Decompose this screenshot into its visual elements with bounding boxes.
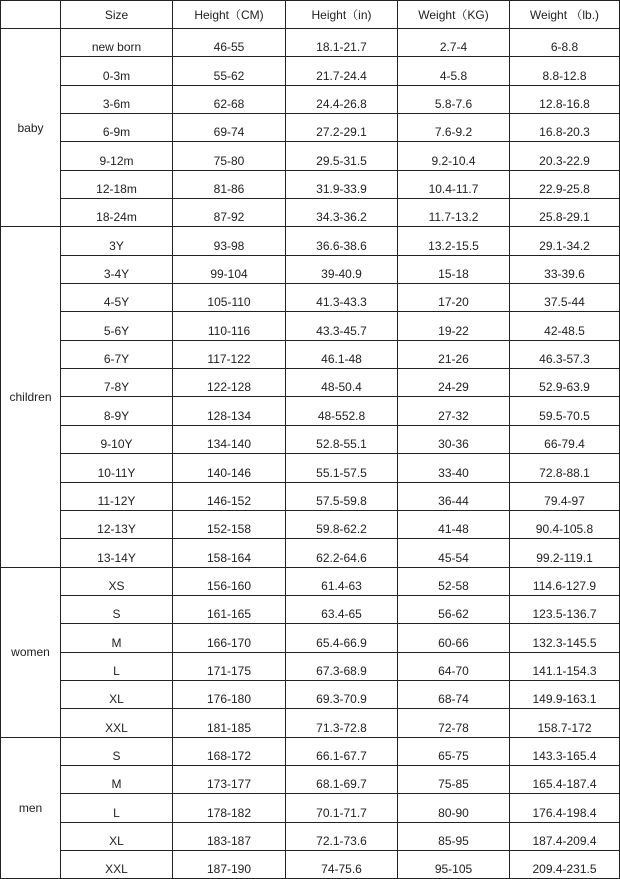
height-in-cell: 29.5-31.5 [286,142,398,170]
height-cm-cell: 105-110 [173,284,286,312]
group-label: women [1,567,61,737]
weight-kg-cell: 17-20 [398,284,510,312]
table-row [1,652,620,680]
height-in-cell: 71.3-72.8 [286,709,398,737]
table-row [1,709,620,737]
weight-lb-cell: 99.2-119.1 [510,539,620,567]
height-cm-cell: 81-86 [173,170,286,198]
height-cm-cell: 69-74 [173,114,286,142]
height-in-cell: 36.6-38.6 [286,227,398,255]
height-cm-cell: 173-177 [173,765,286,793]
weight-kg-cell: 2.7-4 [398,29,510,57]
size-cell: 9-12m [61,142,173,170]
weight-kg-cell: 10.4-11.7 [398,170,510,198]
height-in-cell: 57.5-59.8 [286,482,398,510]
weight-kg-cell: 72-78 [398,709,510,737]
weight-kg-cell: 52-58 [398,567,510,595]
height-in-cell: 74-75.6 [286,850,398,878]
table-row [1,482,620,510]
table-row [1,114,620,142]
height-cm-cell: 158-164 [173,539,286,567]
weight-kg-cell: 27-32 [398,397,510,425]
weight-lb-cell: 8.8-12.8 [510,57,620,85]
weight-lb-cell: 187.4-209.4 [510,822,620,850]
weight-kg-cell: 19-22 [398,312,510,340]
size-cell: S [61,595,173,623]
height-in-cell: 52.8-55.1 [286,425,398,453]
height-cm-cell: 75-80 [173,142,286,170]
height-cm-cell: 168-172 [173,737,286,765]
height-in-cell: 27.2-29.1 [286,114,398,142]
table-row [1,624,620,652]
weight-kg-cell: 21-26 [398,340,510,368]
weight-kg-cell: 45-54 [398,539,510,567]
height-cm-cell: 122-128 [173,369,286,397]
header-height-cm: Height（CM) [173,1,286,29]
height-in-cell: 43.3-45.7 [286,312,398,340]
table-row [1,850,620,878]
table-row [1,199,620,227]
size-cell: 6-9m [61,114,173,142]
table-row [1,142,620,170]
table-row [1,454,620,482]
weight-kg-cell: 5.8-7.6 [398,85,510,113]
weight-lb-cell: 59.5-70.5 [510,397,620,425]
size-cell: 9-10Y [61,425,173,453]
size-cell: 4-5Y [61,284,173,312]
weight-kg-cell: 56-62 [398,595,510,623]
weight-lb-cell: 123.5-136.7 [510,595,620,623]
height-cm-cell: 55-62 [173,57,286,85]
height-cm-cell: 93-98 [173,227,286,255]
header-row [1,1,620,29]
table-row [1,284,620,312]
height-in-cell: 34.3-36.2 [286,199,398,227]
table-row [1,170,620,198]
height-cm-cell: 146-152 [173,482,286,510]
size-cell: 12-18m [61,170,173,198]
size-cell: XXL [61,709,173,737]
weight-lb-cell: 25.8-29.1 [510,199,620,227]
header-size: Size [61,1,173,29]
weight-lb-cell: 16.8-20.3 [510,114,620,142]
size-cell: 3Y [61,227,173,255]
height-cm-cell: 178-182 [173,794,286,822]
size-cell: 6-7Y [61,340,173,368]
table-row [1,680,620,708]
weight-kg-cell: 60-66 [398,624,510,652]
table-row [1,397,620,425]
weight-lb-cell: 72.8-88.1 [510,454,620,482]
table-row [1,85,620,113]
weight-lb-cell: 114.6-127.9 [510,567,620,595]
weight-lb-cell: 20.3-22.9 [510,142,620,170]
group-label: baby [1,29,61,227]
height-in-cell: 24.4-26.8 [286,85,398,113]
weight-kg-cell: 9.2-10.4 [398,142,510,170]
weight-lb-cell: 66-79.4 [510,425,620,453]
height-cm-cell: 117-122 [173,340,286,368]
weight-kg-cell: 15-18 [398,255,510,283]
height-cm-cell: 140-146 [173,454,286,482]
table-row [1,822,620,850]
height-cm-cell: 87-92 [173,199,286,227]
weight-lb-cell: 149.9-163.1 [510,680,620,708]
table-row [1,539,620,567]
size-cell: 13-14Y [61,539,173,567]
size-cell: M [61,765,173,793]
weight-kg-cell: 68-74 [398,680,510,708]
table-row [1,340,620,368]
table-row [1,57,620,85]
weight-lb-cell: 90.4-105.8 [510,510,620,538]
height-cm-cell: 166-170 [173,624,286,652]
weight-kg-cell: 4-5.8 [398,57,510,85]
height-cm-cell: 181-185 [173,709,286,737]
weight-kg-cell: 65-75 [398,737,510,765]
weight-kg-cell: 75-85 [398,765,510,793]
weight-lb-cell: 12.8-16.8 [510,85,620,113]
height-cm-cell: 110-116 [173,312,286,340]
weight-kg-cell: 85-95 [398,822,510,850]
weight-lb-cell: 176.4-198.4 [510,794,620,822]
weight-lb-cell: 79.4-97 [510,482,620,510]
table-row [1,425,620,453]
height-in-cell: 67.3-68.9 [286,652,398,680]
weight-lb-cell: 6-8.8 [510,29,620,57]
weight-lb-cell: 209.4-231.5 [510,850,620,878]
size-cell: 18-24m [61,199,173,227]
size-cell: 10-11Y [61,454,173,482]
table-row [1,765,620,793]
weight-kg-cell: 24-29 [398,369,510,397]
weight-lb-cell: 42-48.5 [510,312,620,340]
height-cm-cell: 161-165 [173,595,286,623]
weight-kg-cell: 13.2-15.5 [398,227,510,255]
header-weight-lb: Weight （lb.) [510,1,620,29]
weight-kg-cell: 80-90 [398,794,510,822]
height-cm-cell: 62-68 [173,85,286,113]
height-in-cell: 48-552.8 [286,397,398,425]
height-cm-cell: 46-55 [173,29,286,57]
size-cell: XXL [61,850,173,878]
height-cm-cell: 183-187 [173,822,286,850]
header-weight-kg: Weight（KG) [398,1,510,29]
weight-lb-cell: 158.7-172 [510,709,620,737]
weight-lb-cell: 143.3-165.4 [510,737,620,765]
size-cell: L [61,794,173,822]
size-cell: XL [61,680,173,708]
weight-kg-cell: 30-36 [398,425,510,453]
size-cell: 11-12Y [61,482,173,510]
height-in-cell: 72.1-73.6 [286,822,398,850]
weight-lb-cell: 52.9-63.9 [510,369,620,397]
height-in-cell: 18.1-21.7 [286,29,398,57]
height-in-cell: 63.4-65 [286,595,398,623]
size-cell: XS [61,567,173,595]
size-cell: 5-6Y [61,312,173,340]
height-cm-cell: 134-140 [173,425,286,453]
height-cm-cell: 152-158 [173,510,286,538]
height-in-cell: 59.8-62.2 [286,510,398,538]
height-cm-cell: 176-180 [173,680,286,708]
size-cell: 0-3m [61,57,173,85]
height-cm-cell: 171-175 [173,652,286,680]
group-label: children [1,227,61,567]
weight-lb-cell: 165.4-187.4 [510,765,620,793]
weight-lb-cell: 33-39.6 [510,255,620,283]
table-row [1,312,620,340]
weight-lb-cell: 29.1-34.2 [510,227,620,255]
table-row [1,794,620,822]
table-row [1,510,620,538]
table-body [1,29,620,879]
height-in-cell: 61.4-63 [286,567,398,595]
height-in-cell: 66.1-67.7 [286,737,398,765]
height-in-cell: 65.4-66.9 [286,624,398,652]
table-row [1,255,620,283]
weight-lb-cell: 132.3-145.5 [510,624,620,652]
table-row [1,595,620,623]
height-cm-cell: 99-104 [173,255,286,283]
height-in-cell: 41.3-43.3 [286,284,398,312]
weight-kg-cell: 95-105 [398,850,510,878]
weight-kg-cell: 41-48 [398,510,510,538]
size-cell: M [61,624,173,652]
size-cell: new born [61,29,173,57]
height-in-cell: 39-40.9 [286,255,398,283]
height-in-cell: 69.3-70.9 [286,680,398,708]
size-cell: 3-4Y [61,255,173,283]
weight-lb-cell: 22.9-25.8 [510,170,620,198]
height-in-cell: 21.7-24.4 [286,57,398,85]
weight-lb-cell: 37.5-44 [510,284,620,312]
size-cell: L [61,652,173,680]
weight-kg-cell: 33-40 [398,454,510,482]
height-in-cell: 55.1-57.5 [286,454,398,482]
weight-kg-cell: 11.7-13.2 [398,199,510,227]
size-cell: 12-13Y [61,510,173,538]
size-cell: S [61,737,173,765]
table-row [1,29,620,57]
table-row [1,227,620,255]
height-in-cell: 70.1-71.7 [286,794,398,822]
height-cm-cell: 156-160 [173,567,286,595]
height-in-cell: 62.2-64.6 [286,539,398,567]
size-cell: 8-9Y [61,397,173,425]
height-in-cell: 68.1-69.7 [286,765,398,793]
table-row [1,737,620,765]
weight-lb-cell: 46.3-57.3 [510,340,620,368]
size-cell: 3-6m [61,85,173,113]
size-cell: 7-8Y [61,369,173,397]
height-cm-cell: 187-190 [173,850,286,878]
height-cm-cell: 128-134 [173,397,286,425]
table-row [1,369,620,397]
weight-lb-cell: 141.1-154.3 [510,652,620,680]
size-cell: XL [61,822,173,850]
weight-kg-cell: 64-70 [398,652,510,680]
weight-kg-cell: 7.6-9.2 [398,114,510,142]
group-label: men [1,737,61,879]
weight-kg-cell: 36-44 [398,482,510,510]
height-in-cell: 31.9-33.9 [286,170,398,198]
header-group [1,1,61,29]
header-height-in: Height（in) [286,1,398,29]
table-row [1,567,620,595]
height-in-cell: 48-50.4 [286,369,398,397]
height-in-cell: 46.1-48 [286,340,398,368]
